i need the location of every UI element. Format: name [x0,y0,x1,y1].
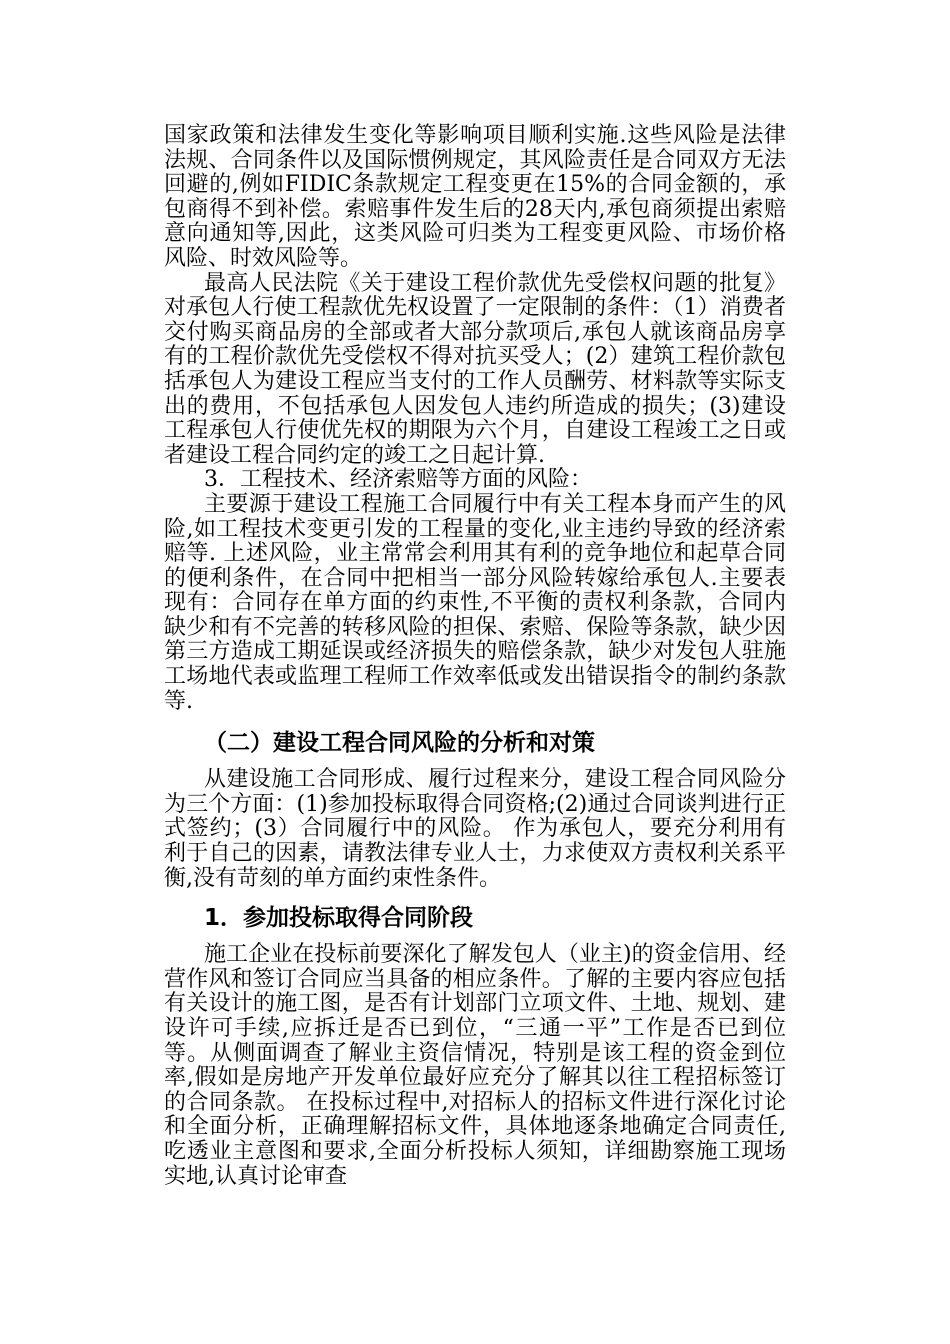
list-item-technical-risk: 3．工程技术、经济索赔等方面的风险： [204,467,592,493]
subsection-heading-bidding: 1．参加投标取得合同阶段 [204,905,474,932]
body-paragraph-legal-risk: 国家政策和法律发生变化等影响项目顺利实施.这些风险是法律法规、合同条件以及国际惯例规定，其风险责任是合同双方无法回避的,例如FIDIC条款规定工程变更在15%的合同金额的，承包商得不到补偿。索赔事件发生后的28天内,承包商须提出索赔意向通知等,因此，这类风险可归类为工程变更风险、市场价格风险、时效风险等。 [164,123,786,271]
section-heading-analysis: （二）建设工程合同风险的分析和对策 [204,730,595,757]
document-page [164,124,786,1189]
body-paragraph-supreme-court-reply: 最高人民法院《关于建设工程价款优先受偿权问题的批复》对承包人行使工程款优先权设置了一定限制的条件：（1）消费者交付购买商品房的全部或者大部分款项后,承包人就该商品房享有的工程价款优先受偿权不得对抗买受人；(2）建筑工程价款包括承包人为建设工程应当支付的工作人员酬劳、材料款等实际支出的费用，不包括承包人因发包人违约所造成的损失；(3)建设工程承包人行使优先权的期限为六个月，自建设工程竣工之日或者建设工程合同约定的竣工之日起计算. [164,270,786,468]
body-paragraph-technical-risk: 主要源于建设工程施工合同履行中有关工程本身而产生的风险,如工程技术变更引发的工程量的变化,业主违约导致的经济索赔等. 上述风险，业主常常会利用其有利的竞争地位和起草合同的便利条件，在合同中把相当一部分风险转嫁给承包人.主要表现有：合同存在单方面的约束性,不平衡的责权利条款，合同内缺少和有不完善的转移风险的担保、索赔、保险等条款，缺少因第三方造成工期延误或经济损失的赔偿条款，缺少对发包人驻施工场地代表或监理工程师工作效率低或发出错误指令的制约条款等. [164,491,786,714]
body-paragraph-bidding: 施工企业在投标前要深化了解发包人（业主)的资金信用、经营作风和签订合同应当具备的相应条件。了解的主要内容应包括有关设计的施工图，是否有计划部门立项文件、土地、规划、建设许可手续,应拆迁是否已到位，“三通一平”工作是否已到位等。从侧面调查了解业主资信情况，特别是该工程的资金到位率,假如是房地产开发单位最好应充分了解其以往工程招标签订的合同条款。 在投标过程中,对招标人的招标文件进行深化讨论和全面分析，正确理解招标文件，具体地逐条地确定合同责任,吃透业主意图和要求,全面分析投标人须知，详细勘察施工现场实地,认真讨论审查 [164,942,786,1189]
body-paragraph-three-aspects: 从建设施工合同形成、履行过程来分，建设工程合同风险分为三个方面：(1)参加投标取得合同资格;(2)通过合同谈判进行正式签约；(3）合同履行中的风险。 作为承包人，要充分利用有利于自己的因素，请教法律专业人士，力求使双方责权利关系平衡,没有苛刻的单方面约束性条件。 [164,767,786,891]
